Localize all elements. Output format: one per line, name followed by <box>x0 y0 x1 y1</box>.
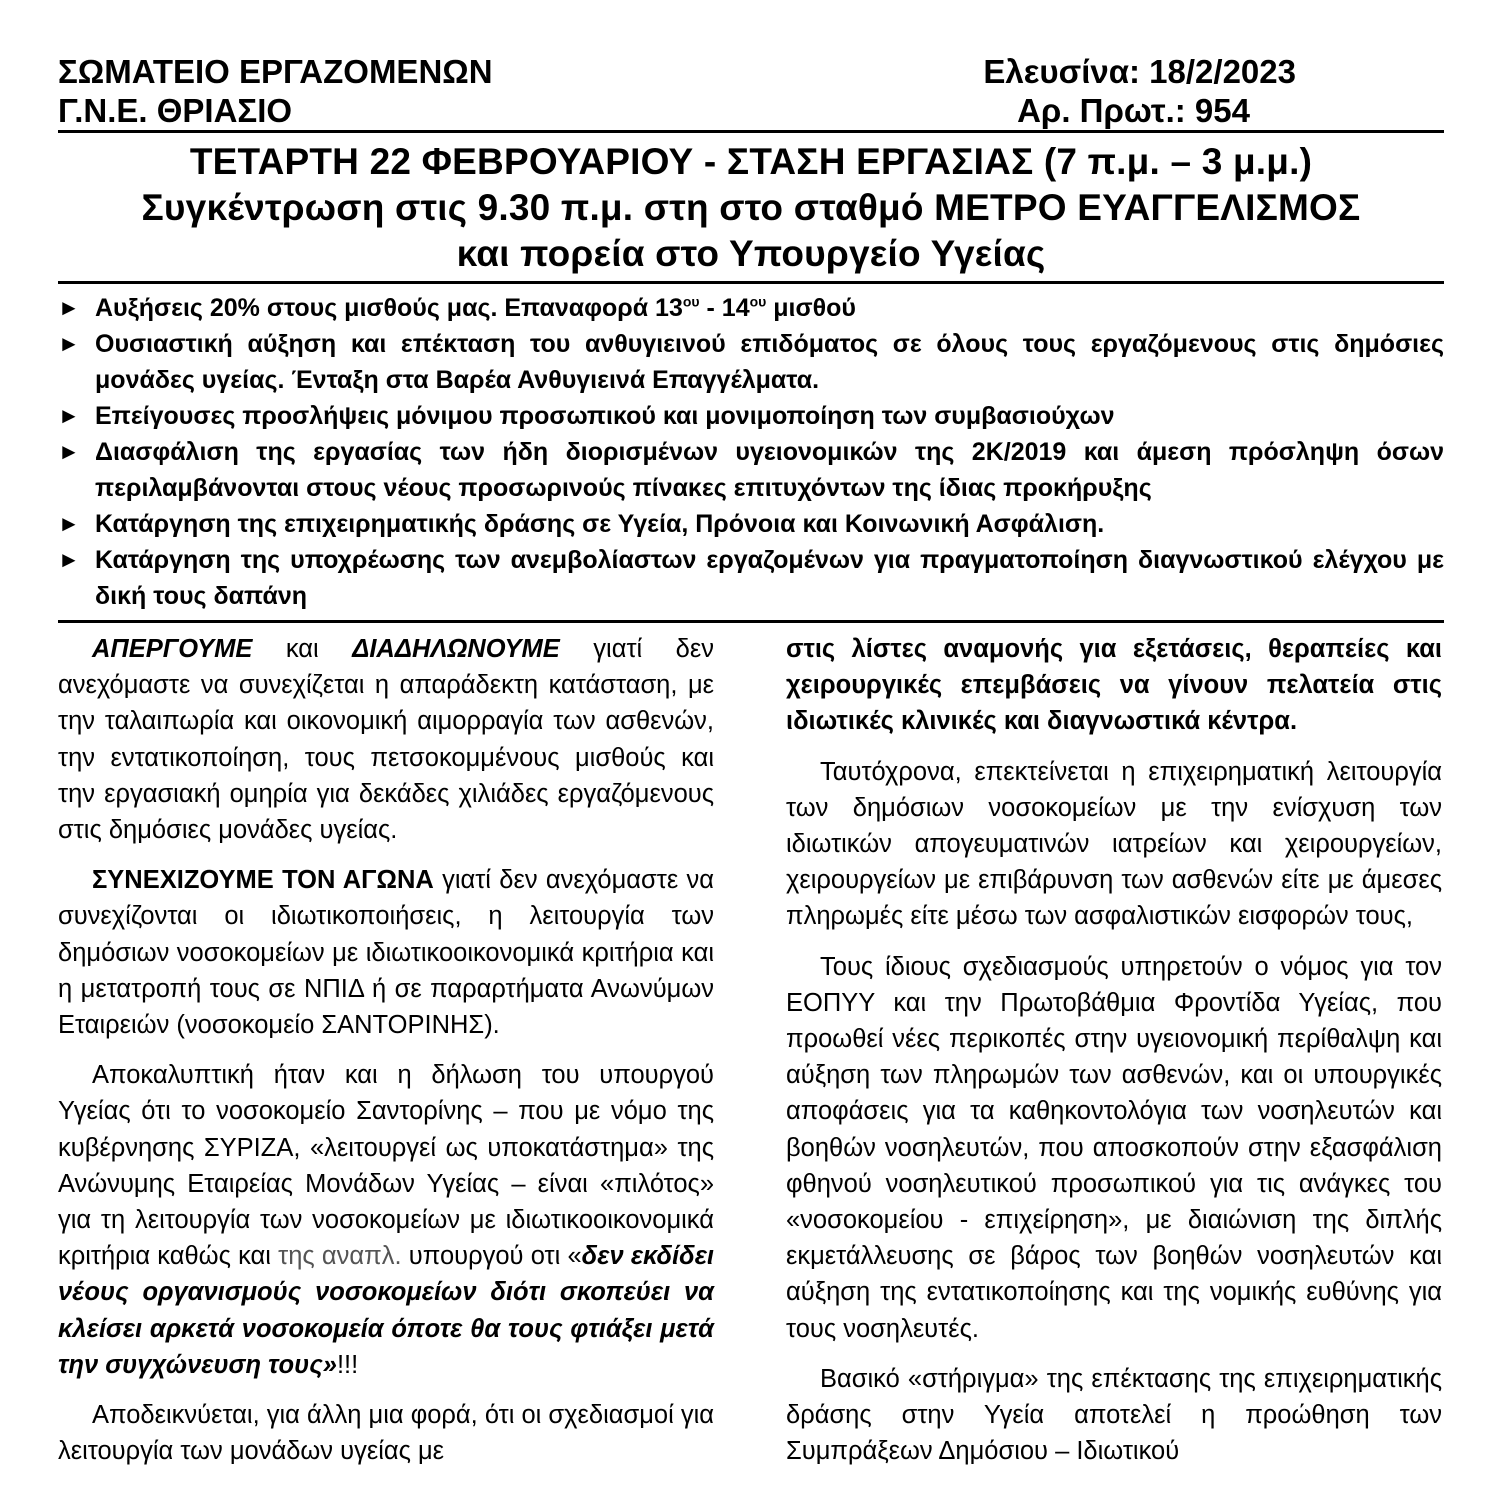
letterhead <box>58 52 1444 130</box>
arrow-icon: ► <box>58 403 80 428</box>
hospital-name: Γ.Ν.Ε. ΘΡΙΑΣΙΟ <box>58 92 293 129</box>
arrow-icon: ► <box>58 511 80 536</box>
paragraph: ΑΠΕΡΓΟΥΜΕ και ΔΙΑΔΗΛΩΝΟΥΜΕ γιατί δεν ανεχόμαστε να συνεχίζεται η απαράδεκτη κατάσταση, με την ταλαιπωρία και οικονομική αιμορραγία των ασθενών, την εντατικοποίηση, τους πετσοκομμένους μισθούς και την εργασιακή ομηρία για δεκάδες χιλιάδες εργαζόμενους στις δημόσιες μονάδες υγείας. <box>58 635 714 845</box>
right-column <box>786 631 1442 1483</box>
demand-item: ► Κατάργηση της υποχρέωσης των ανεμβολίαστων εργαζομένων για πραγματοποίηση διαγνωστικού ελέγχου με δική τους δαπάνη <box>58 542 1444 614</box>
document-page <box>58 52 1444 1466</box>
arrow-icon: ► <box>58 295 80 320</box>
paragraph: Βασικό «στήριγμα» της επέκτασης της επιχειρηματικής δράσης στην Υγεία αποτελεί η προώθηση των Συμπράξεων Δημόσιου – Ιδιωτικού <box>786 1364 1442 1466</box>
headline-line-3: και πορεία στο Υπουργείο Υγείας <box>456 233 1046 274</box>
headline-line-1: ΤΕΤΑΡΤΗ 22 ΦΕΒΡΟΥΑΡΙΟΥ - ΣΤΑΣΗ ΕΡΓΑΣΙΑΣ (7 π.μ. – 3 μ.μ.) <box>189 141 1313 182</box>
paragraph: Ταυτόχρονα, επεκτείνεται η επιχειρηματική λειτουργία των δημόσιων νοσοκομείων με την ενίσχυση των ιδιωτικών απογευματινών ιατρείων και χειρουργείων, χειρουργείων με επιβάρυνση των ασθενών είτε με άμεσες πληρωμές είτε μέσω των ασφαλιστικών εισφορών τους, <box>786 757 1442 931</box>
arrow-icon: ► <box>58 547 80 572</box>
paragraph: Αποκαλυπτική ήταν και η δήλωση του υπουργού Υγείας ότι το νοσοκομείο Σαντορίνης – που με νόμο της κυβέρνησης ΣΥΡΙΖΑ, «λειτουργεί ως υποκατάστημα» της Ανώνυμης Εταιρείας Μονάδων Υγείας – είναι «πιλότος» για τη λειτουργία των νοσοκομείων με ιδιωτικοοικονομικά κριτήρια καθώς και της αναπλ. υπουργού οτι «δεν εκδίδει νέους οργανισμούς νοσοκομείων διότι σκοπεύει να κλείσει αρκετά νοσοκομεία όποτε θα τους φτιάξει μετά την συγχώνευση τους»!!! <box>58 1061 714 1379</box>
left-column <box>58 631 714 1483</box>
headline-line-2: Συγκέντρωση στις 9.30 π.μ. στη στο σταθμό ΜΕΤΡΟ ΕΥΑΓΓΕΛΙΣΜΟΣ <box>141 187 1361 228</box>
demand-item: ► Κατάργηση της επιχειρηματικής δράσης σε Υγεία, Πρόνοια και Κοινωνική Ασφάλιση. <box>58 506 1444 542</box>
paragraph: στις λίστες αναμονής για εξετάσεις, θεραπείες και χειρουργικές επεμβάσεις να γίνουν πελατεία στις ιδιωτικές κλινικές και διαγνωστικά κέντρα. <box>786 635 1442 736</box>
arrow-icon: ► <box>58 439 80 464</box>
date-block <box>966 52 1296 130</box>
organization-block <box>58 52 493 130</box>
protocol-number: Αρ. Πρωτ.: 954 <box>1017 92 1250 129</box>
demands-list <box>58 290 1444 614</box>
list-rule <box>58 620 1444 623</box>
paragraph: Τους ίδιους σχεδιασμούς υπηρετούν ο νόμος για τον ΕΟΠΥΥ και την Πρωτοβάθμια Φροντίδα Υγείας, που προωθεί νέες περικοπές στην υγειονομική περίθαλψη και αύξηση των πληρωμών των ασθενών, και οι υπουργικές αποφάσεις για τα καθηκοντολόγια των νοσηλευτών και βοηθών νοσηλευτών, που αποσκοπούν στην εξασφάλιση φθηνού νοσηλευτικού προσωπικού για τις ανάγκες του «νοσοκομείου - επιχείρηση», με διαιώνιση της διπλής εκμετάλλευσης σε βάρος των βοηθών νοσηλευτών και αύξηση της εντατικοποίησης και της νομικής ευθύνης για τους νοσηλευτές. <box>786 952 1442 1343</box>
demand-item: ► Αυξήσεις 20% στους μισθούς μας. Επαναφορά $13^{o\upsilon} - 14^{o\upsilon}$ μισθού <box>58 290 1444 326</box>
headline-rule <box>58 281 1444 284</box>
paragraph: Αποδεικνύεται, για άλλη μια φορά, ότι οι σχεδιασμοί για λειτουργία των μονάδων υγείας με <box>58 1401 715 1466</box>
demand-item: ► Επείγουσες προσλήψεις μόνιμου προσωπικού και μονιμοποίηση των συμβασιούχων <box>58 398 1444 434</box>
demand-item: ► Ουσιαστική αύξηση και επέκταση του ανθυγιεινού επιδόματος σε όλους τους εργαζόμενους στις δημόσιες μονάδες υγείας. Ένταξη στα Βαρέα Ανθυγιεινά Επαγγέλματα. <box>58 326 1444 398</box>
demand-item: ► Διασφάλιση της εργασίας των ήδη διορισμένων υγειονομικών της 2Κ/2019 και άμεση πρόσληψη όσων περιλαμβάνονται στους νέους προσωρινούς πίνακες επιτυχόντων της ίδιας προκήρυξης <box>58 434 1444 506</box>
document-date: Ελευσίνα: 18/2/2023 <box>983 53 1296 90</box>
top-rule <box>58 130 1444 133</box>
arrow-icon: ► <box>58 331 80 356</box>
paragraph: ΣΥΝΕΧΙΖΟΥΜΕ ΤΟΝ ΑΓΩΝΑ γιατί δεν ανεχόμαστε να συνεχίζονται οι ιδιωτικοποιήσεις, η λειτουργία των δημόσιων νοσοκομείων με ιδιωτικοοικονομικά κριτήρια και η μετατροπή τους σε ΝΠΙΔ ή σε παραρτήματα Ανωνύμων Εταιρειών (νοσοκομείο ΣΑΝΤΟΡΙΝΗΣ). <box>58 866 714 1040</box>
headline <box>58 139 1444 277</box>
organization-name: ΣΩΜΑΤΕΙΟ ΕΡΓΑΖΟΜΕΝΩΝ <box>58 53 493 90</box>
